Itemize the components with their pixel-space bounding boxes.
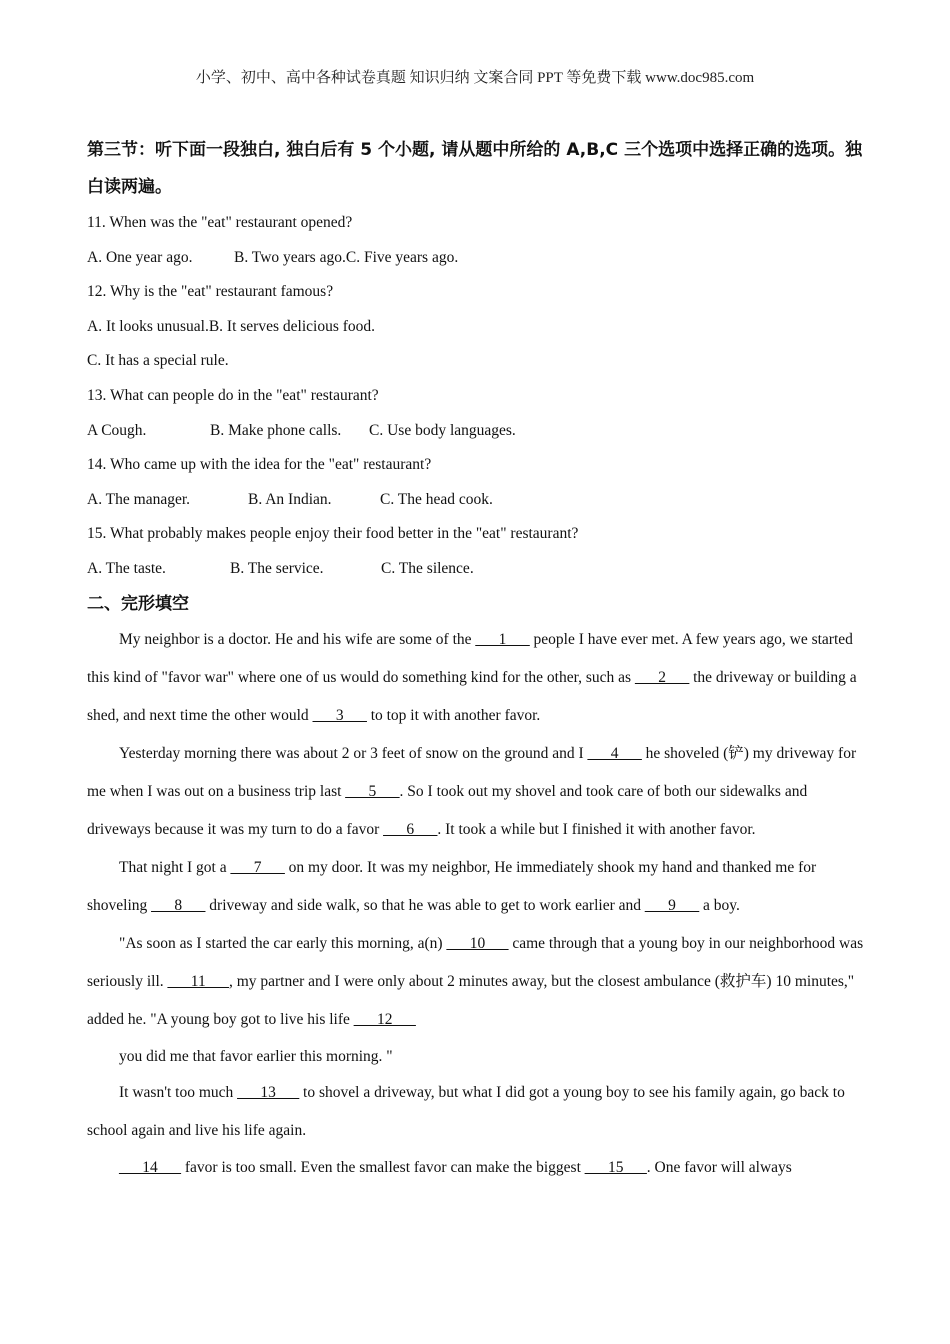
options-15 [87,552,867,587]
blank-15: ___15___ [584,1158,647,1176]
option-b: B. The service. [230,559,324,577]
blank-3: ___3___ [312,706,367,724]
option-c: C. The head cook. [380,490,493,508]
options-14 [87,483,867,518]
blank-13: ___13___ [237,1083,300,1101]
options-11 [87,241,867,276]
question-15: 15. What probably makes people enjoy their food better in the "eat" restaurant? [87,525,579,543]
cloze-title: 二、完形填空 [87,593,189,614]
options-13 [87,414,867,449]
cloze-paragraph-2: Yesterday morning there was about 2 or 3 feet of snow on the ground and I ___4___ he shoveled (铲) my driveway for me when I was out on a business trip last ___5___. So I took out my shovel and took care of both our sidewalks and driveways because it was my turn to do a favor ___6___. It took a while but I finished it with another favor. [87,744,857,838]
option-a: A. It looks unusual. [87,317,209,335]
option-c: C. Five years ago. [345,248,459,266]
document-body [87,132,867,1185]
option-b: B. It serves delicious food. [208,317,376,335]
cloze-paragraph-4-end: you did me that favor earlier this morning. " [119,1047,393,1065]
blank-9: ___9___ [644,896,700,914]
blank-10: ___10___ [446,934,509,952]
page-header: 小学、初中、高中各种试卷真题 知识归纳 文案合同 PPT 等免费下载 www.doc985.com [195,70,755,86]
option-a: A. One year ago. [87,248,193,266]
options-12 [87,310,867,345]
question-14: 14. Who came up with the idea for the "eat" restaurant? [87,456,432,474]
option-a: A. The taste. [87,559,166,577]
blank-1: ___1___ [475,630,530,648]
question-13: 13. What can people do in the "eat" restaurant? [87,386,379,404]
question-12: 12. Why is the "eat" restaurant famous? [87,283,334,301]
blank-2: ___2___ [634,668,690,686]
blank-7: ___7___ [230,858,285,876]
blank-8: ___8___ [151,896,206,914]
blank-6: ___6___ [383,820,438,838]
section3-title: 第三节：听下面一段独白, 独白后有 5 个小题, 请从题中所给的 A,B,C 三个选项中选择正确的选项。独白读两遍。 [87,140,863,197]
blank-5: ___5___ [345,782,400,800]
option-a: A. The manager. [87,490,191,508]
cloze-paragraph-6: ___14___ favor is too small. Even the smallest favor can make the biggest ___15___. One favor will always [119,1158,792,1176]
cloze-paragraph-5: It wasn't too much ___13___ to shovel a driveway, but what I did got a young boy to see his family again, go back to school again and live his life again. [87,1083,845,1139]
cloze-paragraph-4: "As soon as I started the car early this morning, a(n) ___10___ came through that a young boy in our neighborhood was seriously ill. ___11___, my partner and I were only about 2 minutes away, but the closest ambulance (救护车) 10 minutes," added he. "A young boy got to live his life ___12___ [87,934,864,1028]
blank-11: ___11___ [167,972,229,990]
option-c: C. The silence. [381,559,474,577]
blank-14: ___14___ [119,1158,181,1176]
option-b: B. Two years ago. [234,248,346,266]
cloze-paragraph-1: My neighbor is a doctor. He and his wife are some of the ___1___ people I have ever met. A few years ago, we started this kind of "favor war" where one of us would do something kind for the other, such as ___2___ the driveway or building a shed, and next time the other would ___3___ to top it with another favor. [87,630,857,724]
option-b: B. Make phone calls. [210,421,342,439]
question-11: 11. When was the "eat" restaurant opened? [87,214,353,231]
option-b: B. An Indian. [248,490,332,508]
options-12-c: C. It has a special rule. [87,352,229,370]
cloze-paragraph-3: That night I got a ___7___ on my door. It was my neighbor, He immediately shook my hand and thanked me for shoveling ___8___ driveway and side walk, so that he was able to get to work earlier and ___9___ a boy. [87,858,817,914]
option-c: C. Use body languages. [369,421,516,439]
option-a: A Cough. [87,421,147,439]
blank-4: ___4___ [587,744,642,762]
blank-12: ___12___ [353,1010,416,1028]
